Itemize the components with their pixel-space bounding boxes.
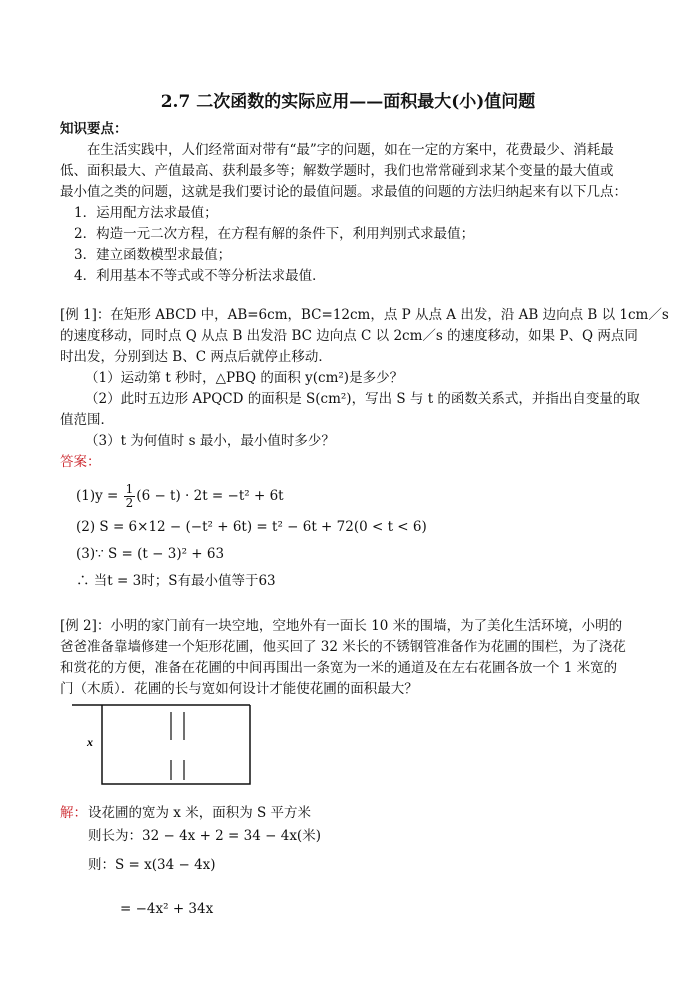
example2-line-1: [例 2]：小明的家门前有一块空地，空地外有一面长 10 米的围墙，为了美化生活环境，小明的 xyxy=(60,618,623,634)
example1-line-1: [例 1]：在矩形 ABCD 中，AB=6cm，BC=12cm，点 P 从点 A 出发，沿 AB 边向点 B 以 1cm／s xyxy=(60,307,669,323)
method-item-1: 1．运用配方法求最值； xyxy=(74,205,218,221)
example1-line-3: 时出发，分别到达 B、C 两点后就停止移动． xyxy=(60,349,332,365)
answer-2: (2) S = 6×12 − (−t² + 6t) = t² − 6t + 72(0 < t < 6) xyxy=(76,519,427,535)
example1-line-2: 的速度移动，同时点 Q 从点 B 出发沿 BC 边向点 C 以 2cm／s 的速度移动，如果 P、Q 两点同 xyxy=(60,328,638,344)
example1-question-2: （2）此时五边形 APQCD 的面积是 S(cm²)，写出 S 与 t 的函数关系式，并指出自变量的取 xyxy=(85,391,640,407)
solution-line-2: 则长为：32 − 4x + 2 = 34 − 4x(米) xyxy=(88,828,321,844)
solution-label: 解： xyxy=(60,805,87,821)
fraction-numerator: 1 xyxy=(125,482,134,496)
example2-line-2: 爸爸准备靠墙修建一个矩形花圃，他买回了 32 米长的不锈钢管准备作为花圃的围栏，为了浇花 xyxy=(60,639,626,655)
fraction-denominator: 2 xyxy=(125,496,134,510)
answer-1-prefix: (1)y = xyxy=(76,488,123,504)
knowledge-paragraph-line-3: 最小值之类的问题，这就是我们要讨论的最值问题。求最值的问题的方法归纳起来有以下几点： xyxy=(60,184,627,200)
page-title: 2.7 二次函数的实际应用——面积最大(小)值问题 xyxy=(160,92,536,112)
solution-line-3: 则：S = x(34 − 4x) xyxy=(88,857,216,873)
answer-4: ∴ 当t = 3时；S有最小值等于63 xyxy=(76,573,276,589)
method-item-3: 3．建立函数模型求最值； xyxy=(74,247,232,263)
knowledge-heading: 知识要点： xyxy=(60,121,128,137)
answer-1-rest: (6 − t) · 2t = −t² + 6t xyxy=(136,488,284,504)
answer-1 xyxy=(76,481,284,511)
solution-line-1: 设花圃的宽为 x 米，面积为 S 平方米 xyxy=(88,805,312,821)
knowledge-paragraph-line-2: 低、面积最大、产值最高、获利最多等；解数学题时，我们也常常碰到求某个变量的最大值或 xyxy=(60,163,614,179)
example1-question-3: （3）t 为何值时 s 最小，最小值时多少？ xyxy=(85,433,335,449)
garden-diagram xyxy=(60,700,260,790)
knowledge-paragraph-line-1: 在生活实践中，人们经常面对带有“最”字的问题，如在一定的方案中，花费最少、消耗最 xyxy=(87,142,614,158)
example2-line-3: 和赏花的方便，准备在花圃的中间再围出一条宽为一米的通道及在左右花圃各放一个 1 米宽的 xyxy=(60,660,618,676)
answer-3: (3)∵ S = (t − 3)² + 63 xyxy=(76,546,225,562)
method-item-4: 4．利用基本不等式或不等分析法求最值． xyxy=(74,268,326,284)
width-label: x xyxy=(87,735,93,749)
fence-outline xyxy=(102,705,250,784)
example1-question-2-cont: 值范围． xyxy=(60,412,114,428)
answer-label: 答案： xyxy=(60,454,101,470)
method-item-2: 2．构造一元二次方程，在方程有解的条件下，利用判别式求最值； xyxy=(74,226,475,242)
example2-line-4: 门（木质）．花圃的长与宽如何设计才能使花圃的面积最大？ xyxy=(60,681,418,697)
solution-line-4: = −4x² + 34x xyxy=(120,901,214,917)
fraction xyxy=(124,483,136,510)
example1-question-1: （1）运动第 t 秒时，△PBQ 的面积 y(cm²)是多少？ xyxy=(85,370,404,386)
